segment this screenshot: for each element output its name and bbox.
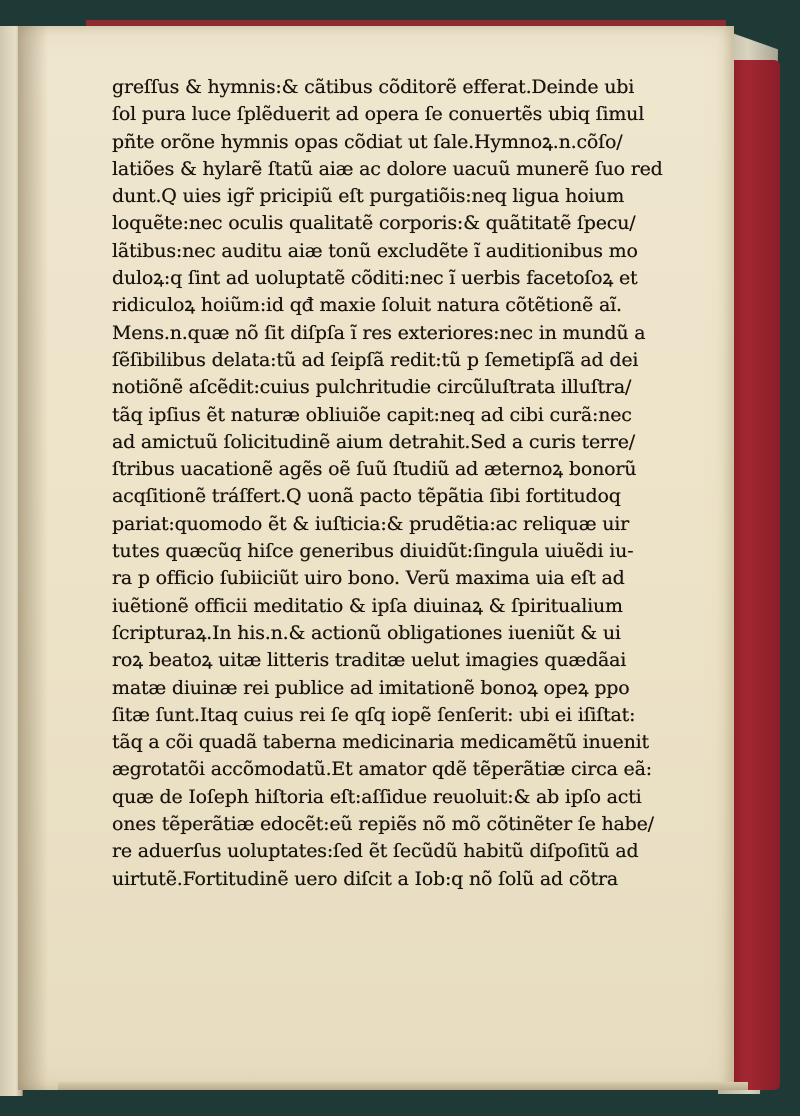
text-line: iuẽtionẽ officii meditatio & ipſa diuinaꝝ & ſpiritualium (112, 594, 623, 617)
text-line: ſẽſibilibus delata:tũ ad ſeipſã redit:tũ p ſemetipſã ad dei (112, 348, 639, 371)
text-line: loquẽte:nec oculis qualitatẽ corporis:& quãtitatẽ ſpecu/ (112, 212, 636, 235)
text-line: notiõnẽ aſcẽdit:cuius pulchritudie circũluſtrata illuſtra/ (112, 376, 632, 399)
page-bottom-edge (58, 1082, 748, 1090)
text-line: uirtutẽ.Fortitudinẽ uero diſcit a Iob:q nõ ſolũ ad cõtra (112, 867, 618, 890)
text-line: ſol pura luce ſplẽduerit ad opera ſe conuertẽs ubiq ſimul (112, 103, 645, 126)
text-line: ad amictuũ ſolicitudinẽ aium detrahit.Sed a curis terre/ (112, 430, 635, 453)
left-page-text-fragments (2, 116, 18, 1016)
text-line: ra p officio ſubiiciũt uiro bono. Verũ maxima uia eſt ad (112, 567, 625, 590)
text-line: tãq a cõi quadã taberna medicinaria medicamẽtũ inuenit (112, 731, 649, 754)
text-line: ægrotatõi accõmodatũ.Et amator qdẽ tẽperãtiæ circa eã: (112, 758, 652, 781)
text-line: tutes quæcũq hiſce generibus diuidũt:ſingula uiuẽdi iu- (112, 540, 634, 563)
text-line: ſitæ ſunt.Itaq cuius rei ſe qſq iopẽ ſenſerit: ubi ei iſiſtat: (112, 703, 636, 726)
text-line: lãtibus:nec auditu aiæ tonũ excludẽte ĩ auditionibus mo (112, 239, 638, 262)
text-line: roꝝ beatoꝝ uitæ litteris traditæ uelut imagies quædãai (112, 649, 627, 672)
text-line: latiões & hylarẽ ſtatũ aiæ ac dolore uacuũ munerẽ ſuo red (112, 157, 663, 180)
book-page (18, 26, 734, 1090)
text-line: pariat:quomodo ẽt & iuſticia:& prudẽtia:ac reliquæ uir (112, 512, 629, 535)
gutter-shadow (18, 26, 48, 1090)
text-line: ones tẽperãtiæ edocẽt:eũ repiẽs nõ mõ cõtinẽter ſe habe/ (112, 813, 654, 836)
text-line: greſſus & hymnis:& cãtibus cõditorẽ efferat.Deinde ubi (112, 76, 635, 98)
text-line: acqſitionẽ tráſfert.Q uonã pacto tẽpãtia ſibi fortitudoq (112, 485, 621, 508)
text-line: dunt.Q uies igr̃ pricipiũ eſt purgatiõis:neq ligua hoium (112, 185, 625, 208)
text-line: ſcripturaꝝ.In his.n.& actionũ obligationes iueniũt & ui (112, 621, 621, 644)
text-line: re aduerſus uoluptates:ſed ẽt ſecũdũ habitũ diſpoſitũ ad (112, 840, 639, 863)
text-line: duloꝝ:q ſint ad uoluptatẽ cõditi:nec ĩ uerbis facetoſoꝝ et (112, 267, 638, 290)
text-line: tãq ipſius ẽt naturæ obliuiõe capit:neq ad cibi curã:nec (112, 403, 632, 426)
text-line: matæ diuinæ rei publice ad imitationẽ bonoꝝ opeꝝ ppo (112, 676, 630, 699)
text-line: Mens.n.quæ nõ ſit diſpſa ĩ res exteriores:nec in mundũ a (112, 321, 646, 344)
text-line: ſtribus uacationẽ agẽs oẽ ſuũ ſtudiũ ad æternoꝝ bonorũ (112, 458, 637, 481)
text-line: ridiculoꝝ hoiũm:id qđ maxie ſoluit natura cõtẽtionẽ aĩ. (112, 294, 622, 317)
text-line: quæ de Ioſeph hiſtoria eſt:aſſidue reuoluit:& ab ipſo acti (112, 785, 642, 808)
text-line: pñte orõne hymnis opas cõdiat ut ſale.Hymnoꝝ.n.cõſo/ (112, 130, 623, 153)
page-text-block (112, 74, 724, 893)
